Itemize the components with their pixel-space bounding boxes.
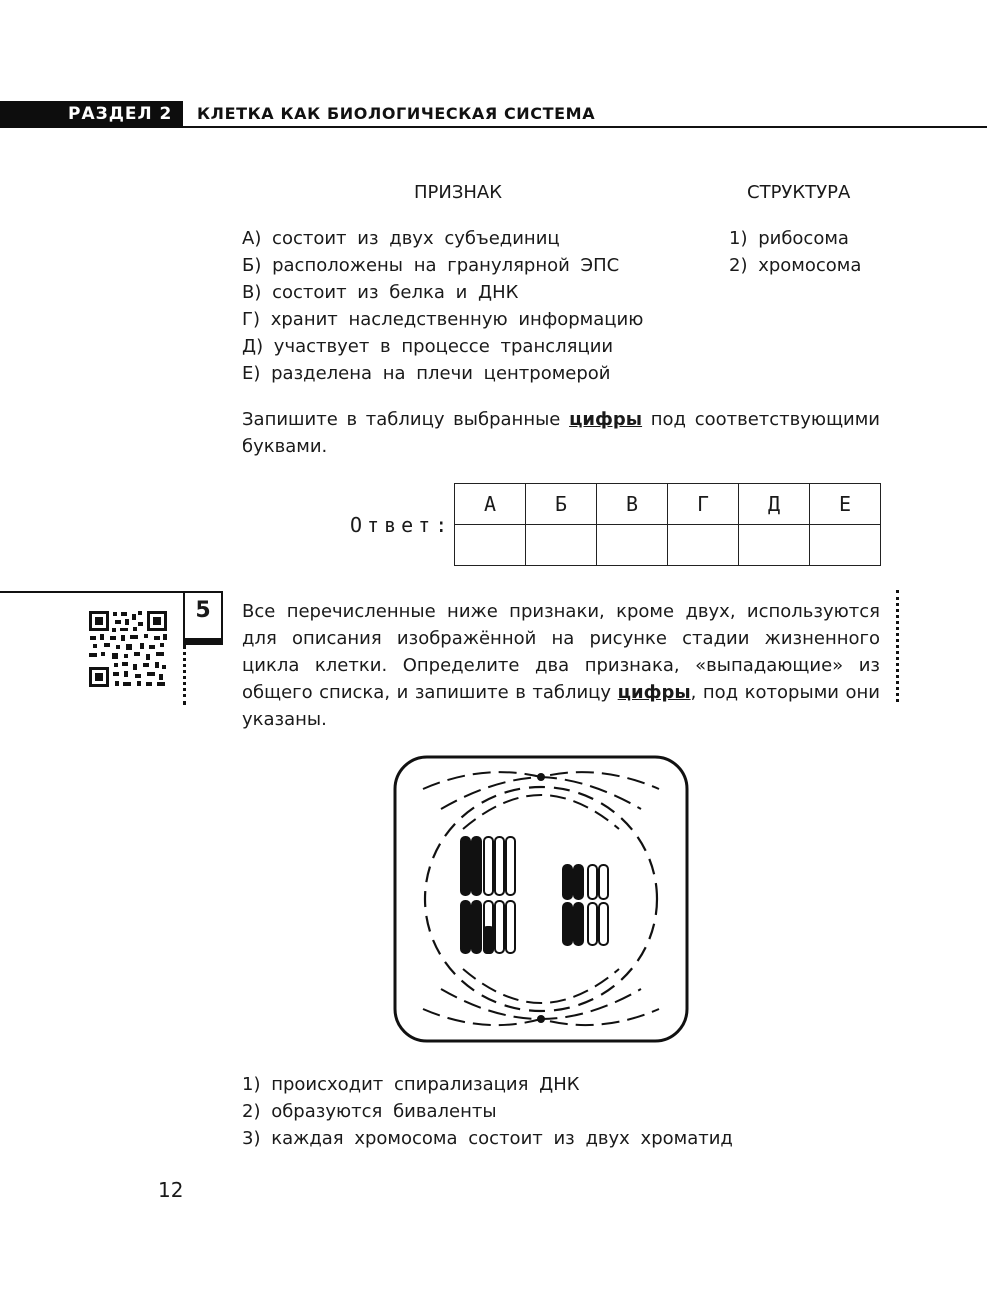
feature-column-heading: ПРИЗНАК — [414, 182, 503, 203]
section-label: РАЗДЕЛ 2 — [68, 104, 173, 124]
instruction-text-part: под соответствующими буквами. — [242, 409, 880, 457]
structure-item: 2) хромосома — [729, 255, 862, 276]
task5-text — [242, 598, 880, 733]
dotted-marker-left — [183, 645, 186, 705]
dotted-marker-right — [896, 590, 899, 702]
structure-column-heading: СТРУКТУРА — [747, 182, 851, 203]
centriole-bottom — [537, 1015, 545, 1023]
feature-list — [242, 225, 643, 387]
answer-input-cell[interactable] — [597, 525, 668, 566]
structure-item: 1) рибосома — [729, 228, 849, 249]
task5-text-part: , под которыми они указаны. — [242, 682, 881, 730]
header-rule — [183, 126, 987, 128]
answer-letter-cell: А — [455, 484, 526, 525]
answer-label: Ответ: — [350, 513, 453, 537]
feature-item: Е) разделена на плечи центромерой — [242, 363, 611, 384]
task-number: 5 — [195, 598, 211, 623]
task5-emphasis: цифры — [617, 682, 691, 703]
task-number-bar — [183, 638, 223, 645]
feature-item: Д) участвует в процессе трансляции — [242, 336, 614, 357]
answer-letter-cell: Д — [739, 484, 810, 525]
qr-code-icon[interactable] — [88, 610, 168, 688]
instruction-text — [242, 406, 880, 460]
feature-item: Г) хранит наследственную информацию — [242, 309, 644, 330]
answer-input-cell[interactable] — [455, 525, 526, 566]
structure-list — [729, 225, 861, 279]
task5-text-part: Все перечисленные ниже признаки, кроме двух, используются для описания изображённой на рисунке стадии жизненного цикла клетки. Определите два признака, «выпадающие» из общего списка, и запишите в таблицу — [242, 601, 880, 703]
page-number: 12 — [158, 1178, 184, 1202]
instruction-text-part: Запишите в таблицу выбранные — [242, 409, 570, 430]
task5-option: 2) образуются биваленты — [242, 1101, 497, 1122]
section-title: КЛЕТКА КАК БИОЛОГИЧЕСКАЯ СИСТЕМА — [197, 104, 596, 123]
answer-input-cell[interactable] — [810, 525, 881, 566]
answer-letter-cell: Г — [668, 484, 739, 525]
task5-option: 3) каждая хромосома состоит из двух хроматид — [242, 1128, 733, 1149]
task5-options — [242, 1071, 733, 1152]
answer-letter-cell: Б — [526, 484, 597, 525]
answer-table — [454, 483, 881, 566]
answer-letter-cell: В — [597, 484, 668, 525]
cell-division-figure — [393, 755, 689, 1045]
feature-item: А) состоит из двух субъединиц — [242, 228, 560, 249]
answer-input-cell[interactable] — [739, 525, 810, 566]
task5-option: 1) происходит спирализация ДНК — [242, 1074, 580, 1095]
answer-input-cell[interactable] — [526, 525, 597, 566]
instruction-emphasis: цифры — [569, 409, 643, 430]
centriole-top — [537, 773, 545, 781]
answer-letter-cell: Е — [810, 484, 881, 525]
feature-item: Б) расположены на гранулярной ЭПС — [242, 255, 620, 276]
feature-item: В) состоит из белка и ДНК — [242, 282, 519, 303]
task-divider — [0, 591, 183, 593]
answer-input-cell[interactable] — [668, 525, 739, 566]
